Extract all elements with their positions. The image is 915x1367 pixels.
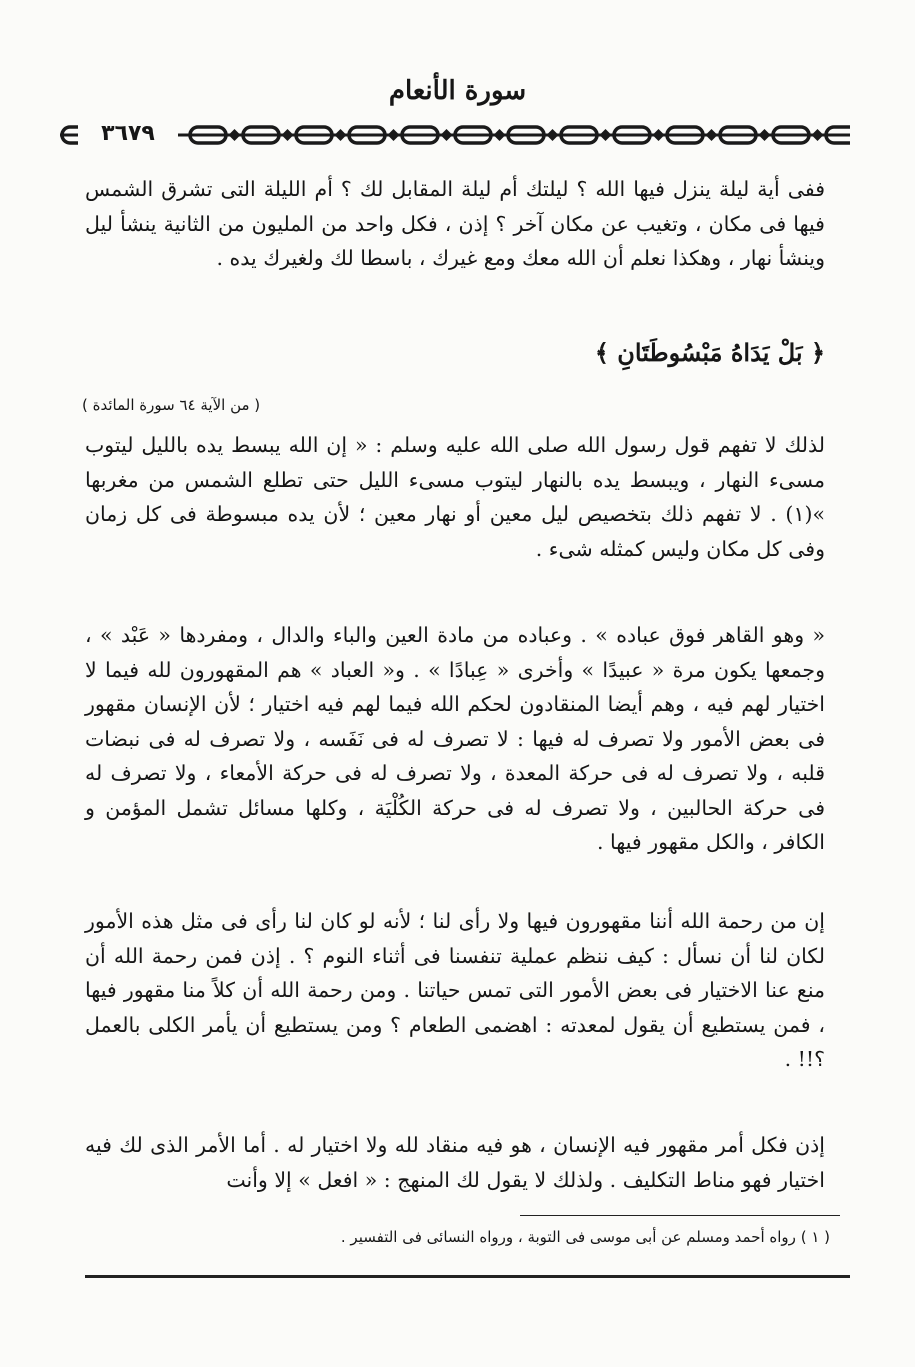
chain-diamond xyxy=(494,129,506,141)
footnote-divider xyxy=(520,1215,840,1216)
verse-reference: ( من الآية ٦٤ سورة المائدة ) xyxy=(82,396,261,414)
header-ornament xyxy=(60,122,850,148)
chain-diamond xyxy=(441,129,453,141)
chain-diamond xyxy=(812,129,824,141)
footnote: ( ١ ) رواه أحمد ومسلم عن أبى موسى فى التوبة ، ورواه النسائى فى التفسير . xyxy=(340,1228,830,1246)
chain-diamond xyxy=(388,129,400,141)
bottom-rule xyxy=(85,1275,850,1278)
chain-diamond xyxy=(706,129,718,141)
chain-diamond xyxy=(547,129,559,141)
paragraph-1: ففى أية ليلة ينزل فيها الله ؟ ليلتك أم ليلة المقابل لك ؟ أم الليلة التى تشرق الشمس فيها فى مكان ، وتغيب عن مكان آخر ؟ إذن ، فكل واحد من المليون من الثانية ينشأ ليل وينشأ نهار ، وهكذا نعلم أن الله معك ومع غيرك ، باسطا لك ولغيرك يده . xyxy=(85,177,825,270)
page-number: ٣٦٧٩ xyxy=(78,118,178,150)
chain-diamond xyxy=(282,129,294,141)
surah-title: سورة الأنعام xyxy=(388,76,527,106)
chain-diamond xyxy=(335,129,347,141)
chain-diamond xyxy=(600,129,612,141)
paragraph-3: « وهو القاهر فوق عباده » . وعباده من مادة العين والباء والدال ، ومفردها « عَبْد » ، وجمعها يكون مرة « عبيدًا » وأخرى « عِبادًا » . و« العباد » هم المقهورون لله فيما لا اختيار لهم فيه ، وهم أيضا المنقادون لحكم الله فيما لهم فيه اختيار ؛ لأن الإنسان مقهور فى بعض الأمور ولا تصرف له فيها : لا تصرف له فى نَفَسه ، ولا تصرف له فى نبضات قلبه ، ولا تصرف له فى حركة المعدة ، ولا تصرف له فى حركة الأمعاء ، ولا تصرف له فى حركة الحالبين ، ولا تصرف له فى حركة الكُلْيَة ، وكلها مسائل تشمل المؤمن و الكافر ، والكل مقهور فيها . xyxy=(85,623,825,854)
paragraph-2: لذلك لا تفهم قول رسول الله صلى الله عليه وسلم : « إن الله يبسط يده بالليل ليتوب مسىء النهار ، ويبسط يده بالنهار ليتوب مسىء الليل حتى تطلع الشمس من مغربها »(١) . لا تفهم ذلك بتخصيص ليل معين أو نهار معين ؛ لأن يده مبسوطة فى كل زمان وفى كل مكان وليس كمثله شىء . xyxy=(85,433,825,561)
paragraph-4: إن من رحمة الله أننا مقهورون فيها ولا رأى لنا ؛ لأنه لو كان لنا رأى فى مثل هذه الأمور لكان لنا أن نسأل : كيف ننظم عملية تنفسنا فى أثناء النوم ؟ . إذن فمن رحمة الله أن منع عنا الاختيار فى بعض الأمور التى تمس حياتنا . ومن رحمة الله أن كلاً منا مقهور فيها ، فمن يستطيع أن يقول لمعدته : اهضمى الطعام ؟ ومن يستطيع أن يأمر الكلى بالعمل ؟!! . xyxy=(85,909,825,1071)
paragraph-5: إذن فكل أمر مقهور فيه الإنسان ، هو فيه منقاد لله ولا اختيار له . أما الأمر الذى لك فيه اختيار فهو مناط التكليف . ولذلك لا يقول لك المنهج : « افعل » إلا وأنت xyxy=(85,1133,825,1192)
chain-diamond xyxy=(653,129,665,141)
chain-diamond xyxy=(759,129,771,141)
quran-verse: ﴿ بَلْ يَدَاهُ مَبْسُوطَتَانِ ﴾ xyxy=(594,338,825,367)
chain-diamond xyxy=(229,129,241,141)
